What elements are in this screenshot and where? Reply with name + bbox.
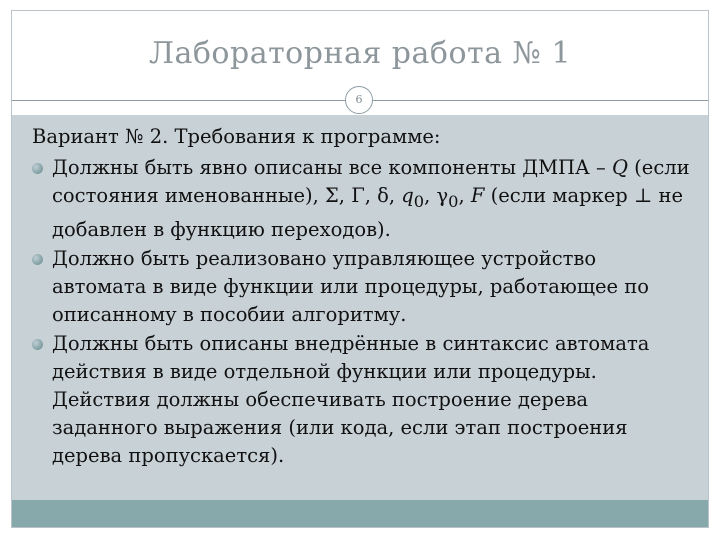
bullet-text: Должно быть реализовано управляющее устройство автомата в виде функции или процедуры, работающее по описанному в пособии алгоритму.: [52, 246, 649, 326]
bullet-list: [32, 154, 692, 470]
bullet-dot-icon: [32, 339, 43, 350]
marker-symbol: ⊥: [633, 184, 653, 207]
symbol-q0: q: [401, 184, 414, 207]
page-number-badge: 6: [345, 86, 373, 114]
content-heading: Вариант № 2. Требования к программе:: [32, 125, 441, 148]
list-item: [32, 330, 692, 470]
bullet-text: Должны быть описаны внедрённые в синтаксис автомата действия в виде отдельной функции или процедуры. Действия должны обеспечивать построение дерева заданного выражения (или кода, если этап построения дерева пропускается).: [52, 331, 650, 467]
symbol-f: F: [470, 184, 485, 207]
list-item: [32, 245, 692, 329]
bullet-text: Должны быть явно описаны все компоненты ДМПА – Q (если состояния именованные), Σ, Γ, δ, $q_0$, $\gamma_0$, F (если маркер ⊥ не добавлен в функцию переходов).: [52, 156, 690, 241]
slide-content: [32, 123, 692, 471]
bullet-dot-icon: [32, 163, 43, 174]
footer-bar: [12, 500, 708, 527]
slide-title: Лабораторная работа № 1: [148, 36, 572, 71]
list-item: [32, 154, 692, 244]
bullet-dot-icon: [32, 254, 43, 265]
symbol-q: Q: [611, 156, 628, 179]
